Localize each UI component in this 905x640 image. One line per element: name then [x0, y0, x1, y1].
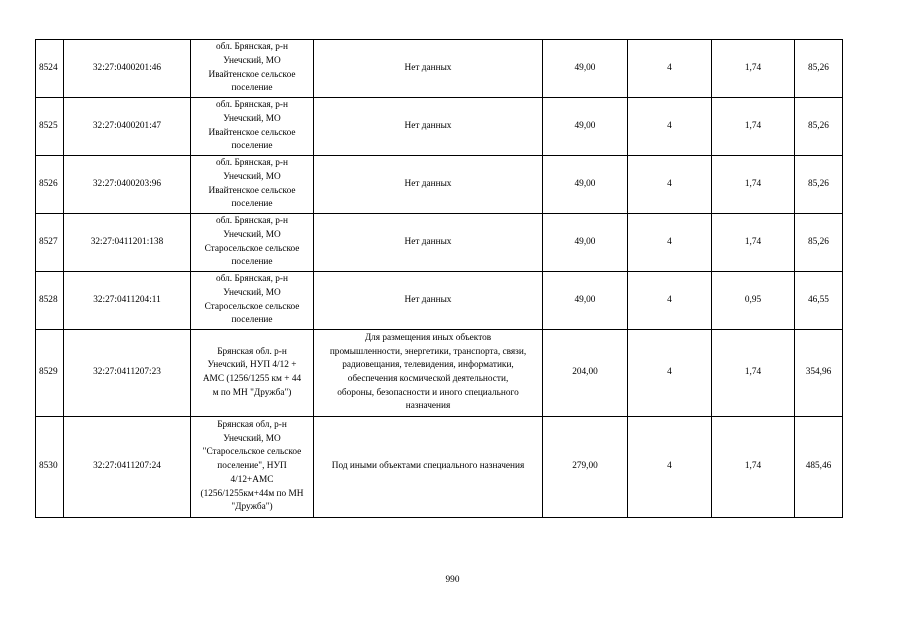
- cell-purpose-line: промышленности, энергетики, транспорта, связи,: [329, 346, 527, 357]
- cell-purpose-line: Нет данных: [404, 178, 452, 189]
- cell-number: 8526: [36, 156, 64, 214]
- cell-group: 4: [628, 156, 712, 214]
- cell-address-line: Ивайтенское сельское: [208, 69, 296, 80]
- cell-address-line: Унечский, МО: [223, 287, 281, 298]
- cell-rate: 1,74: [712, 417, 795, 518]
- cell-address-line: Старосельское сельское: [204, 243, 300, 254]
- cell-cadastral-number: 32:27:0411201:138: [64, 214, 191, 272]
- table-row: [36, 417, 843, 518]
- cell-purpose-line: обеспечения космической деятельности,: [347, 374, 509, 384]
- cell-amount: 85,26: [795, 98, 843, 156]
- cell-address-line: поселение: [231, 83, 273, 94]
- cell-amount: 85,26: [795, 214, 843, 272]
- cell-address-line: 4/12+АМС: [230, 474, 274, 485]
- cell-address-line: Старосельское сельское: [204, 301, 300, 312]
- cell-number: 8530: [36, 417, 64, 518]
- cell-amount: 85,26: [795, 40, 843, 98]
- cell-purpose-line: Нет данных: [404, 236, 452, 247]
- cell-area: 204,00: [543, 330, 628, 417]
- cell-amount: 354,96: [795, 330, 843, 417]
- cell-address-line: Брянская обл. р-н: [217, 346, 287, 357]
- cell-address: [191, 214, 314, 272]
- cell-address-line: Брянская обл, р-н: [217, 420, 287, 431]
- cell-area: 49,00: [543, 214, 628, 272]
- cell-cadastral-number: 32:27:0411207:24: [64, 417, 191, 518]
- cell-address-line: Унечский, МО: [223, 229, 281, 240]
- cell-purpose: [314, 417, 543, 518]
- cell-rate: 0,95: [712, 272, 795, 330]
- cell-address-line: поселение: [231, 315, 273, 326]
- cell-address-line: "Старосельское сельское: [202, 447, 302, 458]
- cell-address-line: Унечский, МО: [223, 113, 281, 124]
- cell-address-line: поселение: [231, 257, 273, 268]
- cell-purpose: [314, 98, 543, 156]
- cell-area: 279,00: [543, 417, 628, 518]
- cell-group: 4: [628, 272, 712, 330]
- cell-number: 8529: [36, 330, 64, 417]
- cell-group: 4: [628, 417, 712, 518]
- cell-cadastral-number: 32:27:0400201:46: [64, 40, 191, 98]
- cell-purpose: [314, 272, 543, 330]
- cell-address-line: Ивайтенское сельское: [208, 185, 296, 196]
- cell-purpose-line: Нет данных: [404, 294, 452, 305]
- table-row: [36, 214, 843, 272]
- cell-address-line: обл. Брянская, р-н: [216, 100, 288, 111]
- cell-address-line: м по МН "Дружба"): [212, 387, 292, 398]
- cell-amount: 485,46: [795, 417, 843, 518]
- cell-rate: 1,74: [712, 40, 795, 98]
- cell-address: [191, 40, 314, 98]
- cell-address-line: обл. Брянская, р-н: [216, 274, 288, 285]
- table-row: [36, 40, 843, 98]
- cell-address-line: обл. Брянская, р-н: [216, 42, 288, 53]
- cell-amount: 85,26: [795, 156, 843, 214]
- cell-purpose-line: радиовещания, телевидения, информатики,: [342, 360, 514, 371]
- cell-purpose-line: Нет данных: [404, 120, 452, 131]
- cell-purpose: [314, 330, 543, 417]
- cell-cadastral-number: 32:27:0411207:23: [64, 330, 191, 417]
- cell-purpose-line: Под иными объектами специального назначения: [331, 461, 525, 472]
- cell-address: [191, 330, 314, 417]
- cell-cadastral-number: 32:27:0400203:96: [64, 156, 191, 214]
- cell-amount: 46,55: [795, 272, 843, 330]
- cell-address-line: Ивайтенское сельское: [208, 127, 296, 138]
- cell-area: 49,00: [543, 98, 628, 156]
- cell-address-line: обл. Брянская, р-н: [216, 158, 288, 169]
- cell-address-line: поселение: [231, 199, 273, 210]
- cell-cadastral-number: 32:27:0400201:47: [64, 98, 191, 156]
- cell-address: [191, 156, 314, 214]
- cell-group: 4: [628, 214, 712, 272]
- cell-purpose-line: Для размещения иных объектов: [364, 332, 492, 343]
- page-number: 990: [445, 575, 460, 585]
- cell-address-line: поселение: [231, 141, 273, 152]
- table-row: [36, 156, 843, 214]
- cell-rate: 1,74: [712, 156, 795, 214]
- cell-purpose: [314, 214, 543, 272]
- cell-cadastral-number: 32:27:0411204:11: [64, 272, 191, 330]
- table-row: [36, 272, 843, 330]
- cell-number: 8528: [36, 272, 64, 330]
- cell-area: 49,00: [543, 156, 628, 214]
- cell-number: 8527: [36, 214, 64, 272]
- cell-address-line: АМС (1256/1255 км + 44: [202, 374, 302, 384]
- cell-number: 8524: [36, 40, 64, 98]
- cell-purpose-line: обороны, безопасности и иного специального: [337, 387, 519, 398]
- table-row: [36, 330, 843, 417]
- cell-rate: 1,74: [712, 98, 795, 156]
- cell-number: 8525: [36, 98, 64, 156]
- cell-address: [191, 98, 314, 156]
- table-row: [36, 98, 843, 156]
- cell-purpose: [314, 40, 543, 98]
- cell-address-line: Унечский, МО: [223, 433, 281, 444]
- cell-area: 49,00: [543, 272, 628, 330]
- cell-group: 4: [628, 40, 712, 98]
- cell-address-line: (1256/1255км+44м по МН: [200, 488, 304, 499]
- cell-address-line: Унечский, МО: [223, 171, 281, 182]
- cell-address-line: поселение", НУП: [217, 461, 287, 472]
- cell-rate: 1,74: [712, 214, 795, 272]
- cell-address-line: Унечский, МО: [223, 55, 281, 66]
- table-body: [36, 40, 843, 518]
- cell-group: 4: [628, 330, 712, 417]
- cell-group: 4: [628, 98, 712, 156]
- land-registry-table: [35, 39, 843, 518]
- cell-purpose-line: назначения: [405, 401, 451, 412]
- cell-purpose-line: Нет данных: [404, 62, 452, 73]
- cell-address-line: "Дружба"): [231, 502, 273, 513]
- cell-rate: 1,74: [712, 330, 795, 417]
- cell-address-line: Унечский, НУП 4/12 +: [207, 360, 297, 371]
- cell-purpose: [314, 156, 543, 214]
- cell-address-line: обл. Брянская, р-н: [216, 216, 288, 227]
- cell-address: [191, 417, 314, 518]
- cell-area: 49,00: [543, 40, 628, 98]
- cell-address: [191, 272, 314, 330]
